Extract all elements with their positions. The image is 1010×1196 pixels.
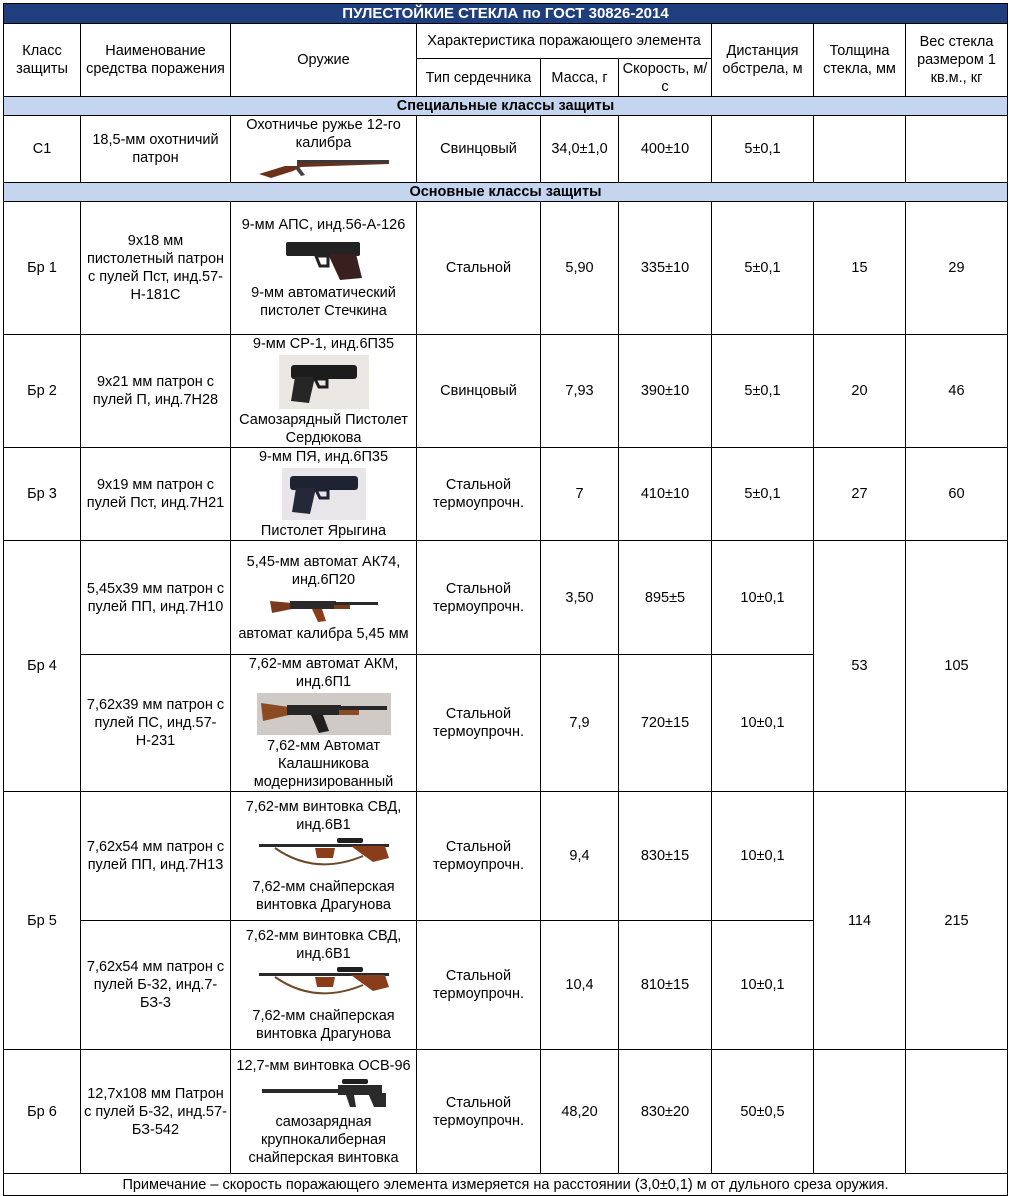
cell-mass: 3,50 [541, 541, 619, 655]
cell-core: Стальной термоупрочн. [417, 541, 541, 655]
cell-mass: 7 [541, 448, 619, 541]
table-row [4, 541, 1008, 655]
cell-means: 7,62х54 мм патрон с пулей ПП, инд.7Н13 [81, 792, 231, 921]
cell-weapon [231, 202, 417, 335]
cell-weapon [231, 1050, 417, 1174]
header-speed: Скорость, м/с [619, 59, 712, 97]
table-row [4, 792, 1008, 921]
cell-speed: 410±10 [619, 448, 712, 541]
weapon-name: 12,7-мм винтовка ОСВ-96 [236, 1057, 411, 1074]
cell-means: 5,45х39 мм патрон с пулей ПП, инд.7Н10 [81, 541, 231, 655]
cell-means: 9х21 мм патрон с пулей П, инд.7Н28 [81, 335, 231, 448]
cell-speed: 400±10 [619, 116, 712, 183]
weapon-name: 9-мм ПЯ, инд.6П35 [258, 449, 389, 465]
header-weight: Вес стекла размером 1 кв.м., кг [906, 24, 1008, 97]
cell-thickness: 53 [814, 541, 906, 792]
cell-mass: 7,9 [541, 655, 619, 792]
cell-speed: 335±10 [619, 202, 712, 335]
cell-class: Бр 4 [4, 541, 81, 792]
cell-thickness [814, 116, 906, 183]
cell-speed: 895±5 [619, 541, 712, 655]
weapon-description: Пистолет Ярыгина [260, 523, 387, 539]
cell-weight: 29 [906, 202, 1008, 335]
cell-weight: 60 [906, 448, 1008, 541]
cell-weight: 105 [906, 541, 1008, 792]
cell-core: Стальной [417, 202, 541, 335]
cell-class: Бр 2 [4, 335, 81, 448]
cell-distance: 10±0,1 [712, 921, 814, 1050]
cell-core: Стальной термоупрочн. [417, 921, 541, 1050]
header-class: Класс защиты [4, 24, 81, 97]
cell-speed: 720±15 [619, 655, 712, 792]
table-title: ПУЛЕСТОЙКИЕ СТЕКЛА по ГОСТ 30826-2014 [4, 4, 1008, 24]
pistol-icon [282, 468, 366, 520]
cell-weight: 46 [906, 335, 1008, 448]
cell-core: Стальной термоупрочн. [417, 655, 541, 792]
cell-weapon [231, 335, 417, 448]
cell-class: Бр 6 [4, 1050, 81, 1174]
header-row [4, 24, 1008, 59]
shotgun-icon [257, 154, 391, 180]
cell-mass: 34,0±1,0 [541, 116, 619, 183]
cell-weight [906, 116, 1008, 183]
cell-core: Свинцовый [417, 335, 541, 448]
cell-mass: 10,4 [541, 921, 619, 1050]
weapon-name: 7,62-мм автомат АКМ, инд.6П1 [248, 656, 399, 690]
title-row [4, 4, 1008, 24]
cell-class: Бр 3 [4, 448, 81, 541]
table-row [4, 202, 1008, 335]
section-special-label: Специальные классы защиты [4, 97, 1008, 116]
weapon-description: Самозарядный Пистолет Сердюкова [239, 412, 408, 446]
cell-distance: 5±0,1 [712, 335, 814, 448]
sniper-rifle-icon [255, 965, 393, 1005]
header-distance: Дистанция обстрела, м [712, 24, 814, 97]
rifle-icon [268, 591, 380, 623]
weapon-description: 7,62-мм Автомат Калашникова модернизированный [253, 738, 394, 790]
section-special [4, 97, 1008, 116]
cell-mass: 9,4 [541, 792, 619, 921]
cell-weight: 215 [906, 792, 1008, 1050]
cell-speed: 830±20 [619, 1050, 712, 1174]
table-row [4, 335, 1008, 448]
cell-thickness: 15 [814, 202, 906, 335]
cell-weight [906, 1050, 1008, 1174]
cell-means: 9х19 мм патрон с пулей Пст, инд.7Н21 [81, 448, 231, 541]
sniper-rifle-icon [255, 836, 393, 876]
cell-speed: 830±15 [619, 792, 712, 921]
cell-weapon [231, 448, 417, 541]
pistol-icon [282, 236, 366, 282]
cell-means: 18,5-мм охотничий патрон [81, 116, 231, 183]
weapon-description: автомат калибра 5,45 мм [238, 625, 409, 642]
cell-class: Бр 1 [4, 202, 81, 335]
cell-speed: 390±10 [619, 335, 712, 448]
table-row [4, 116, 1008, 183]
cell-weapon [231, 792, 417, 921]
cell-mass: 7,93 [541, 335, 619, 448]
rifle-icon [257, 693, 391, 735]
weapon-description: 9-мм автоматический пистолет Стечкина [251, 285, 396, 319]
cell-weapon [231, 655, 417, 792]
cell-thickness [814, 1050, 906, 1174]
header-weapon: Оружие [231, 24, 417, 97]
cell-class: С1 [4, 116, 81, 183]
weapon-description: 7,62-мм снайперская винтовка Драгунова [252, 1008, 395, 1042]
cell-core: Стальной термоупрочн. [417, 1050, 541, 1174]
weapon-name: Охотничье ружье 12-го калибра [246, 117, 401, 151]
cell-core: Свинцовый [417, 116, 541, 183]
cell-distance: 10±0,1 [712, 792, 814, 921]
header-means: Наименование средства поражения [81, 24, 231, 97]
heavy-rifle-icon [258, 1077, 390, 1111]
cell-means: 7,62х39 мм патрон с пулей ПС, инд.57-Н-231 [81, 655, 231, 792]
cell-speed: 810±15 [619, 921, 712, 1050]
weapon-name: 9-мм АПС, инд.56-А-126 [241, 217, 406, 233]
cell-distance: 10±0,1 [712, 541, 814, 655]
gost-table [3, 3, 1008, 1196]
table-row [4, 1050, 1008, 1174]
cell-core: Стальной термоупрочн. [417, 792, 541, 921]
cell-thickness: 114 [814, 792, 906, 1050]
weapon-name: 7,62-мм винтовка СВД, инд.6В1 [245, 799, 402, 833]
table-note: Примечание – скорость поражающего элемента измеряется на расстоянии (3,0±0,1) м от дульного среза оружия. [4, 1174, 1008, 1196]
cell-distance: 10±0,1 [712, 655, 814, 792]
header-thickness: Толщина стекла, мм [814, 24, 906, 97]
cell-class: Бр 5 [4, 792, 81, 1050]
header-core: Тип сердечника [417, 59, 541, 97]
cell-means: 12,7х108 мм Патрон с пулей Б-32, инд.57-БЗ-542 [81, 1050, 231, 1174]
weapon-name: 5,45-мм автомат АК74, инд.6П20 [246, 553, 401, 588]
weapon-description: 7,62-мм снайперская винтовка Драгунова [252, 879, 395, 913]
header-mass: Масса, г [541, 59, 619, 97]
section-main [4, 183, 1008, 202]
cell-weapon [231, 921, 417, 1050]
cell-mass: 48,20 [541, 1050, 619, 1174]
cell-distance: 5±0,1 [712, 202, 814, 335]
cell-means: 7,62х54 мм патрон с пулей Б-32, инд.7-БЗ-3 [81, 921, 231, 1050]
weapon-name: 9-мм СР-1, инд.6П35 [252, 336, 395, 352]
cell-core: Стальной термоупрочн. [417, 448, 541, 541]
cell-distance: 5±0,1 [712, 448, 814, 541]
cell-means: 9х18 мм пистолетный патрон с пулей Пст, инд.57-Н-181С [81, 202, 231, 335]
table-row [4, 448, 1008, 541]
header-characteristic: Характеристика поражающего элемента [417, 24, 712, 59]
cell-mass: 5,90 [541, 202, 619, 335]
cell-thickness: 27 [814, 448, 906, 541]
section-main-label: Основные классы защиты [4, 183, 1008, 202]
cell-thickness: 20 [814, 335, 906, 448]
cell-weapon [231, 541, 417, 655]
weapon-description: самозарядная крупнокалиберная снайперская винтовка [248, 1113, 399, 1166]
pistol-icon [279, 355, 369, 409]
cell-distance: 50±0,5 [712, 1050, 814, 1174]
cell-distance: 5±0,1 [712, 116, 814, 183]
weapon-name: 7,62-мм винтовка СВД, инд.6В1 [245, 928, 402, 962]
cell-weapon [231, 116, 417, 183]
